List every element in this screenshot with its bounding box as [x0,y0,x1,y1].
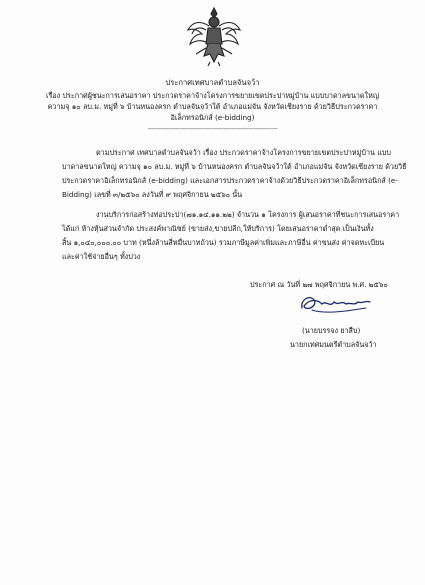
paragraph-1-line-1: ตามประกาศ เทศบาลตำบลจันจว้า เรื่อง ประกวดราคาจ้างโครงการขยายเขตประปาหมู่บ้าน แบบ [96,148,391,157]
signer-name: (นายบรรจง ยาสืบ) [302,326,361,335]
signer-title: นายกเทศมนตรีตำบลจันจว้า [290,340,377,349]
paragraph-1-line-4: Bidding) เลขที่ ๓/๒๕๖๐ ลงวันที่ ๙ พฤศจิกายน ๒๕๖๐ นั้น [62,190,243,199]
subject-line-1: เรื่อง ประกาศผู้ชนะการเสนอราคา ประกวดราคาจ้างโครงการขยายเขตประปาหมู่บ้าน แบบบาดาลขนาดใหญ่ [46,91,379,100]
header-divider: -------------------------------------------------------------- [147,124,278,133]
subject-line-2: ความจุ ๑๐ ลบ.ม. หมู่ที่ ๖ บ้านหนองครก ตำบลจันจว้าใต้ อำเภอแม่จัน จังหวัดเชียงราย ด้วยวิธีประกวดราคา [47,102,378,111]
paragraph-1-line-2: บาดาลขนาดใหญ่ ความจุ ๑๐ ลบ.ม. หมู่ที่ ๖ บ้านหนองครก ตำบลจันจว้าใต้ อำเภอแม่จัน จังหวัดเชียงราย ด้วยวิธี [62,162,407,171]
subject-line-3: อิเล็กทรอนิกส์ (e-bidding) [170,113,255,122]
paragraph-2-line-1: งานบริการก่อสร้างท่อประปา(๗๑.๑๔.๑๑.๒๒) จำนวน ๑ โครงการ ผู้เสนอราคาที่ชนะการเสนอราคา [96,210,400,219]
issuer-title: ประกาศเทศบาลตำบลจันจว้า [165,78,260,87]
paragraph-1-line-3: ประกวดราคาอิเล็กทรอนิกส์ (e-bidding) และเอกสารประกวดราคาจ้างด้วยวิธีประกวดราคาอิเล็กทรอนิกส์ (e- [62,176,398,185]
paragraph-2-line-3: สิ้น ๑,๐๔๐,๐๐๐.๐๐ บาท (หนึ่งล้านสี่หมื่นบาทถ้วน) รวมภาษีมูลค่าเพิ่มและภาษีอื่น ค่าขนส่ง ค่าจดทะเบียน [62,238,385,247]
garuda-emblem-icon [186,4,242,68]
paragraph-2-line-4: และค่าใช้จ่ายอื่นๆ ทั้งปวง [62,252,141,261]
announcement-date: ประกาศ ณ วันที่ ๒๗ พฤศจิกายน พ.ศ. ๒๕๖๐ [250,280,388,289]
paragraph-2-line-2: ได้แก่ ห้างหุ้นส่วนจำกัด ประสงค์พาณิชย์ (ขายส่ง,ขายปลีก,ให้บริการ) โดยเสนอราคาต่ำสุด เป็นเงินทั้ง [62,224,374,233]
handwritten-signature [296,288,374,318]
